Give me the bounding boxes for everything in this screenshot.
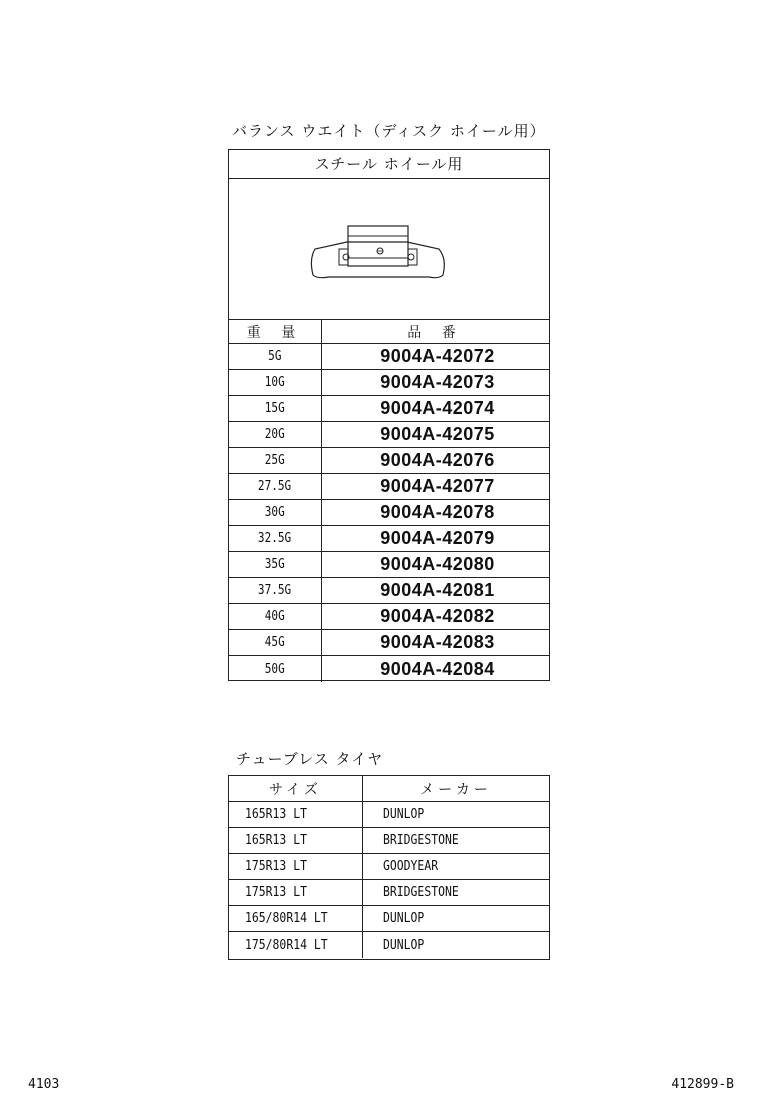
balance-weight-illustration (229, 179, 549, 320)
weight-value: 10G (265, 375, 285, 390)
part-number: 9004A-42079 (380, 528, 495, 548)
weight-value: 27.5G (258, 479, 292, 494)
table-row (229, 630, 549, 656)
table-row (229, 828, 549, 854)
table-row (229, 552, 549, 578)
balance-weight-table (228, 149, 550, 681)
tire-size: 175/80R14 LT (245, 937, 328, 953)
weight-value: 15G (265, 401, 285, 416)
part-number: 9004A-42083 (380, 632, 495, 652)
table-row (229, 526, 549, 552)
tire-size: 165R13 LT (245, 807, 307, 822)
table-row (229, 500, 549, 526)
part-number: 9004A-42076 (380, 450, 495, 470)
tire-maker: GOODYEAR (383, 859, 439, 874)
table-row (229, 604, 549, 630)
part-number: 9004A-42084 (380, 658, 495, 679)
table-row (229, 854, 549, 880)
part-number: 9004A-42075 (380, 424, 495, 444)
weight-value: 45G (265, 635, 285, 650)
weight-value: 50G (265, 661, 285, 677)
part-number: 9004A-42081 (380, 580, 495, 600)
part-number: 9004A-42082 (380, 606, 495, 626)
part-number: 9004A-42074 (380, 398, 495, 418)
table-row (229, 448, 549, 474)
tire-size: 175R13 LT (245, 859, 307, 874)
page-number: 4103 (28, 1077, 60, 1092)
table-row (229, 370, 549, 396)
part-number: 9004A-42072 (380, 346, 495, 366)
part-number-header: 品 番 (407, 324, 464, 341)
tire-maker: DUNLOP (383, 807, 425, 822)
table-row (229, 802, 549, 828)
table-row (229, 474, 549, 500)
table-row (229, 422, 549, 448)
table-row (229, 396, 549, 422)
table-row (229, 906, 549, 932)
weight-value: 20G (265, 427, 285, 442)
tire-size: 175R13 LT (245, 885, 307, 900)
tire-section-title: チューブレス タイヤ (236, 750, 384, 768)
weight-value: 40G (265, 609, 285, 624)
tire-maker: DUNLOP (383, 911, 425, 926)
part-number: 9004A-42078 (380, 502, 495, 522)
tire-table-header (229, 776, 549, 802)
weight-table-caption: スチール ホイール用 (229, 150, 549, 179)
weight-section-title: バランス ウエイト（ディスク ホイール用） (232, 122, 546, 140)
weight-value: 25G (265, 453, 285, 468)
weight-value: 35G (265, 557, 285, 572)
table-row (229, 932, 549, 958)
tire-maker: DUNLOP (383, 937, 425, 953)
table-row (229, 578, 549, 604)
weight-header: 重 量 (246, 324, 304, 341)
weight-value: 30G (265, 505, 285, 520)
table-row (229, 656, 549, 682)
part-number: 9004A-42073 (380, 372, 495, 392)
weight-value: 37.5G (258, 583, 292, 598)
part-number: 9004A-42080 (380, 554, 495, 574)
part-number: 9004A-42077 (380, 476, 495, 496)
table-row (229, 344, 549, 370)
size-header: サイズ (269, 781, 322, 798)
tire-size: 165R13 LT (245, 833, 307, 848)
tire-size: 165/80R14 LT (245, 911, 328, 926)
balance-weight-drawing (229, 179, 549, 319)
weight-value: 5G (268, 349, 282, 364)
maker-header: メーカー (420, 781, 492, 798)
weight-table-header (229, 320, 549, 344)
document-code: 412899-B (671, 1077, 734, 1092)
tire-maker: BRIDGESTONE (383, 833, 459, 848)
weight-value: 32.5G (258, 531, 292, 546)
tire-maker: BRIDGESTONE (383, 885, 459, 900)
table-row (229, 880, 549, 906)
tubeless-tire-table (228, 775, 550, 960)
